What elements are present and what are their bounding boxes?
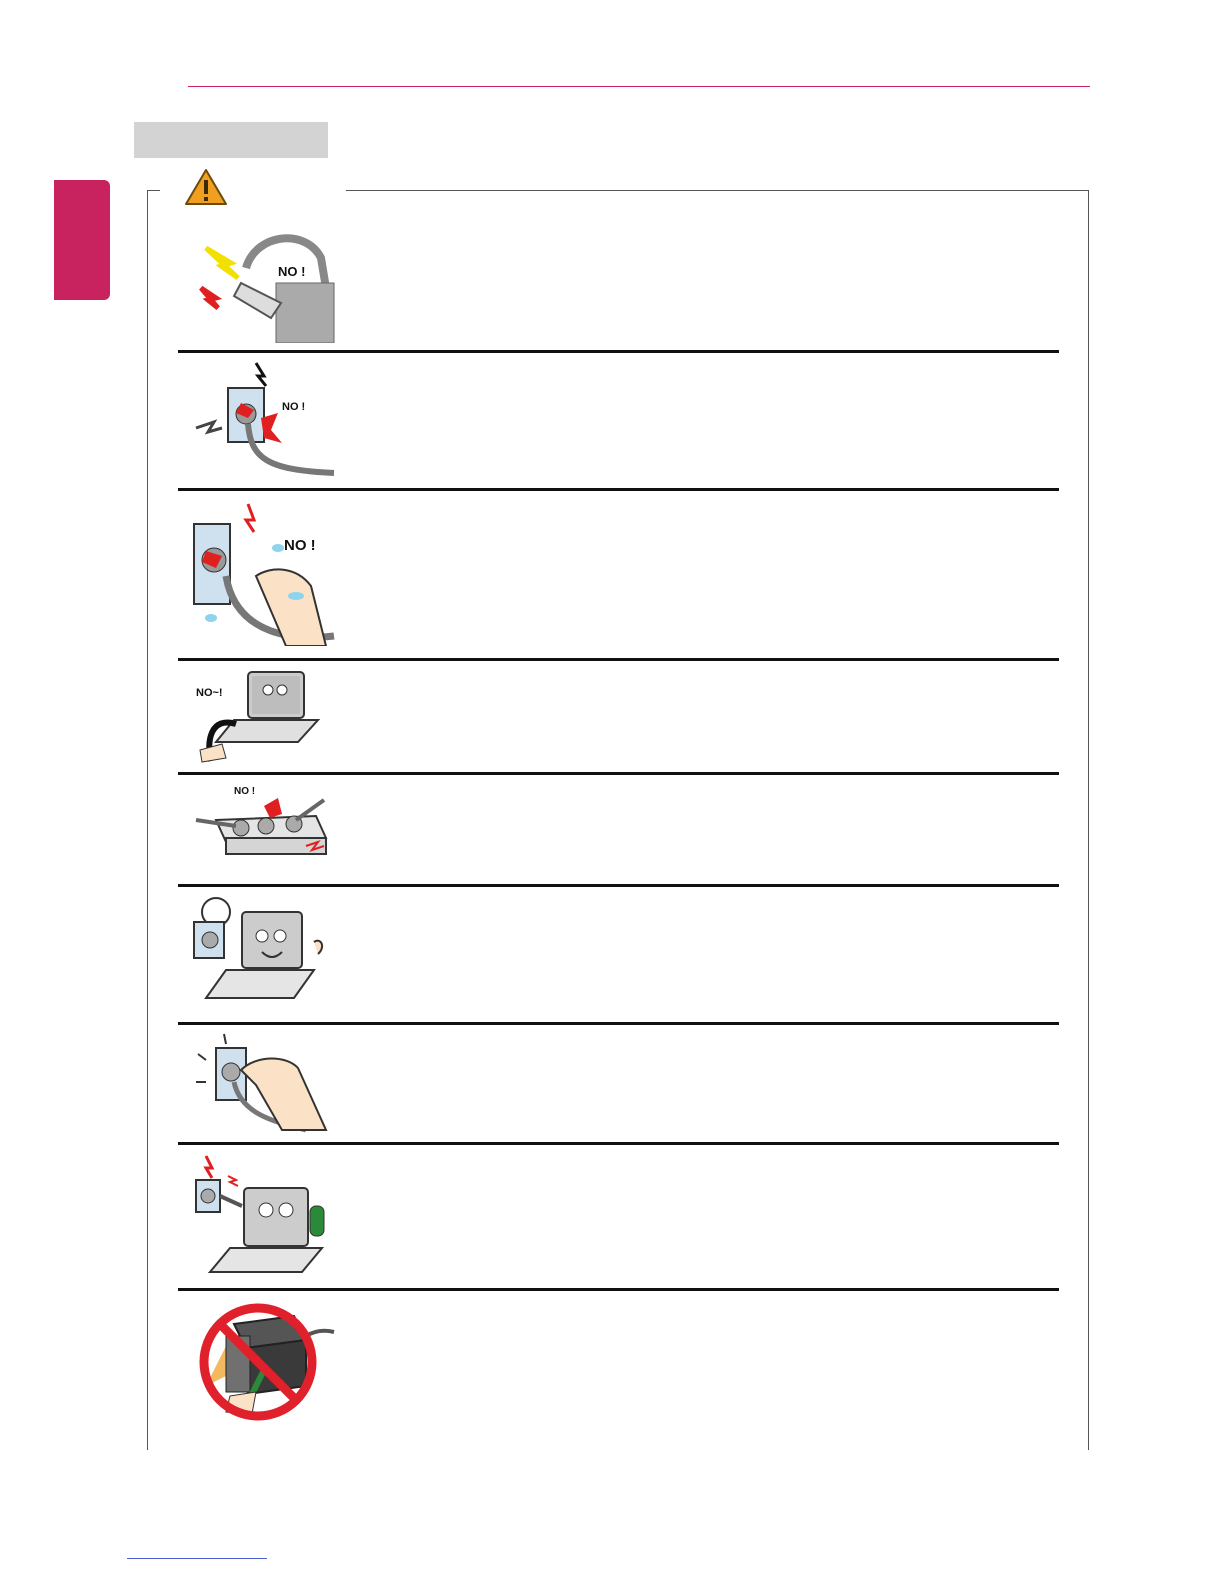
pull-cord-illustration [186, 666, 336, 766]
illustration-label: NO ! [284, 537, 316, 554]
warning-row-7 [178, 1030, 1058, 1140]
row-divider-4 [178, 772, 1059, 775]
warning-row-5 [178, 780, 1058, 882]
no-disassembly-illustration [186, 1296, 336, 1426]
warning-row-2 [178, 358, 1058, 486]
footer-link-underline[interactable] [127, 1558, 267, 1559]
grounded-outlet-illustration [186, 892, 336, 1012]
row-divider-2 [178, 488, 1059, 491]
warning-row-8 [178, 1150, 1058, 1286]
multi-plug-illustration [186, 780, 336, 874]
warning-triangle-icon [184, 168, 228, 206]
warning-row-1 [178, 228, 1058, 348]
illustration-label: NO ! [278, 264, 306, 279]
illustration-label: NO ! [282, 401, 306, 413]
warning-row-3 [178, 496, 1058, 656]
illustration-label: NO ! [234, 786, 256, 797]
row-divider-5 [178, 884, 1059, 887]
warning-row-4 [178, 666, 1058, 770]
row-divider-7 [178, 1142, 1059, 1145]
outlet-loose-illustration [186, 358, 336, 480]
unplug-phone-illustration [186, 1150, 336, 1280]
illustration-label: NO~! [196, 687, 223, 699]
warning-row-9 [178, 1296, 1058, 1436]
top-rule [188, 86, 1090, 87]
row-divider-1 [178, 350, 1059, 353]
row-divider-6 [178, 1022, 1059, 1025]
section-header-bar [134, 122, 328, 158]
row-divider-3 [178, 658, 1059, 661]
firm-plug-illustration [186, 1030, 336, 1134]
row-divider-8 [178, 1288, 1059, 1291]
warning-row-6 [178, 892, 1058, 1020]
chapter-side-tab[interactable] [54, 180, 110, 300]
cord-damage-illustration [186, 228, 336, 343]
wet-hands-illustration [186, 496, 336, 646]
